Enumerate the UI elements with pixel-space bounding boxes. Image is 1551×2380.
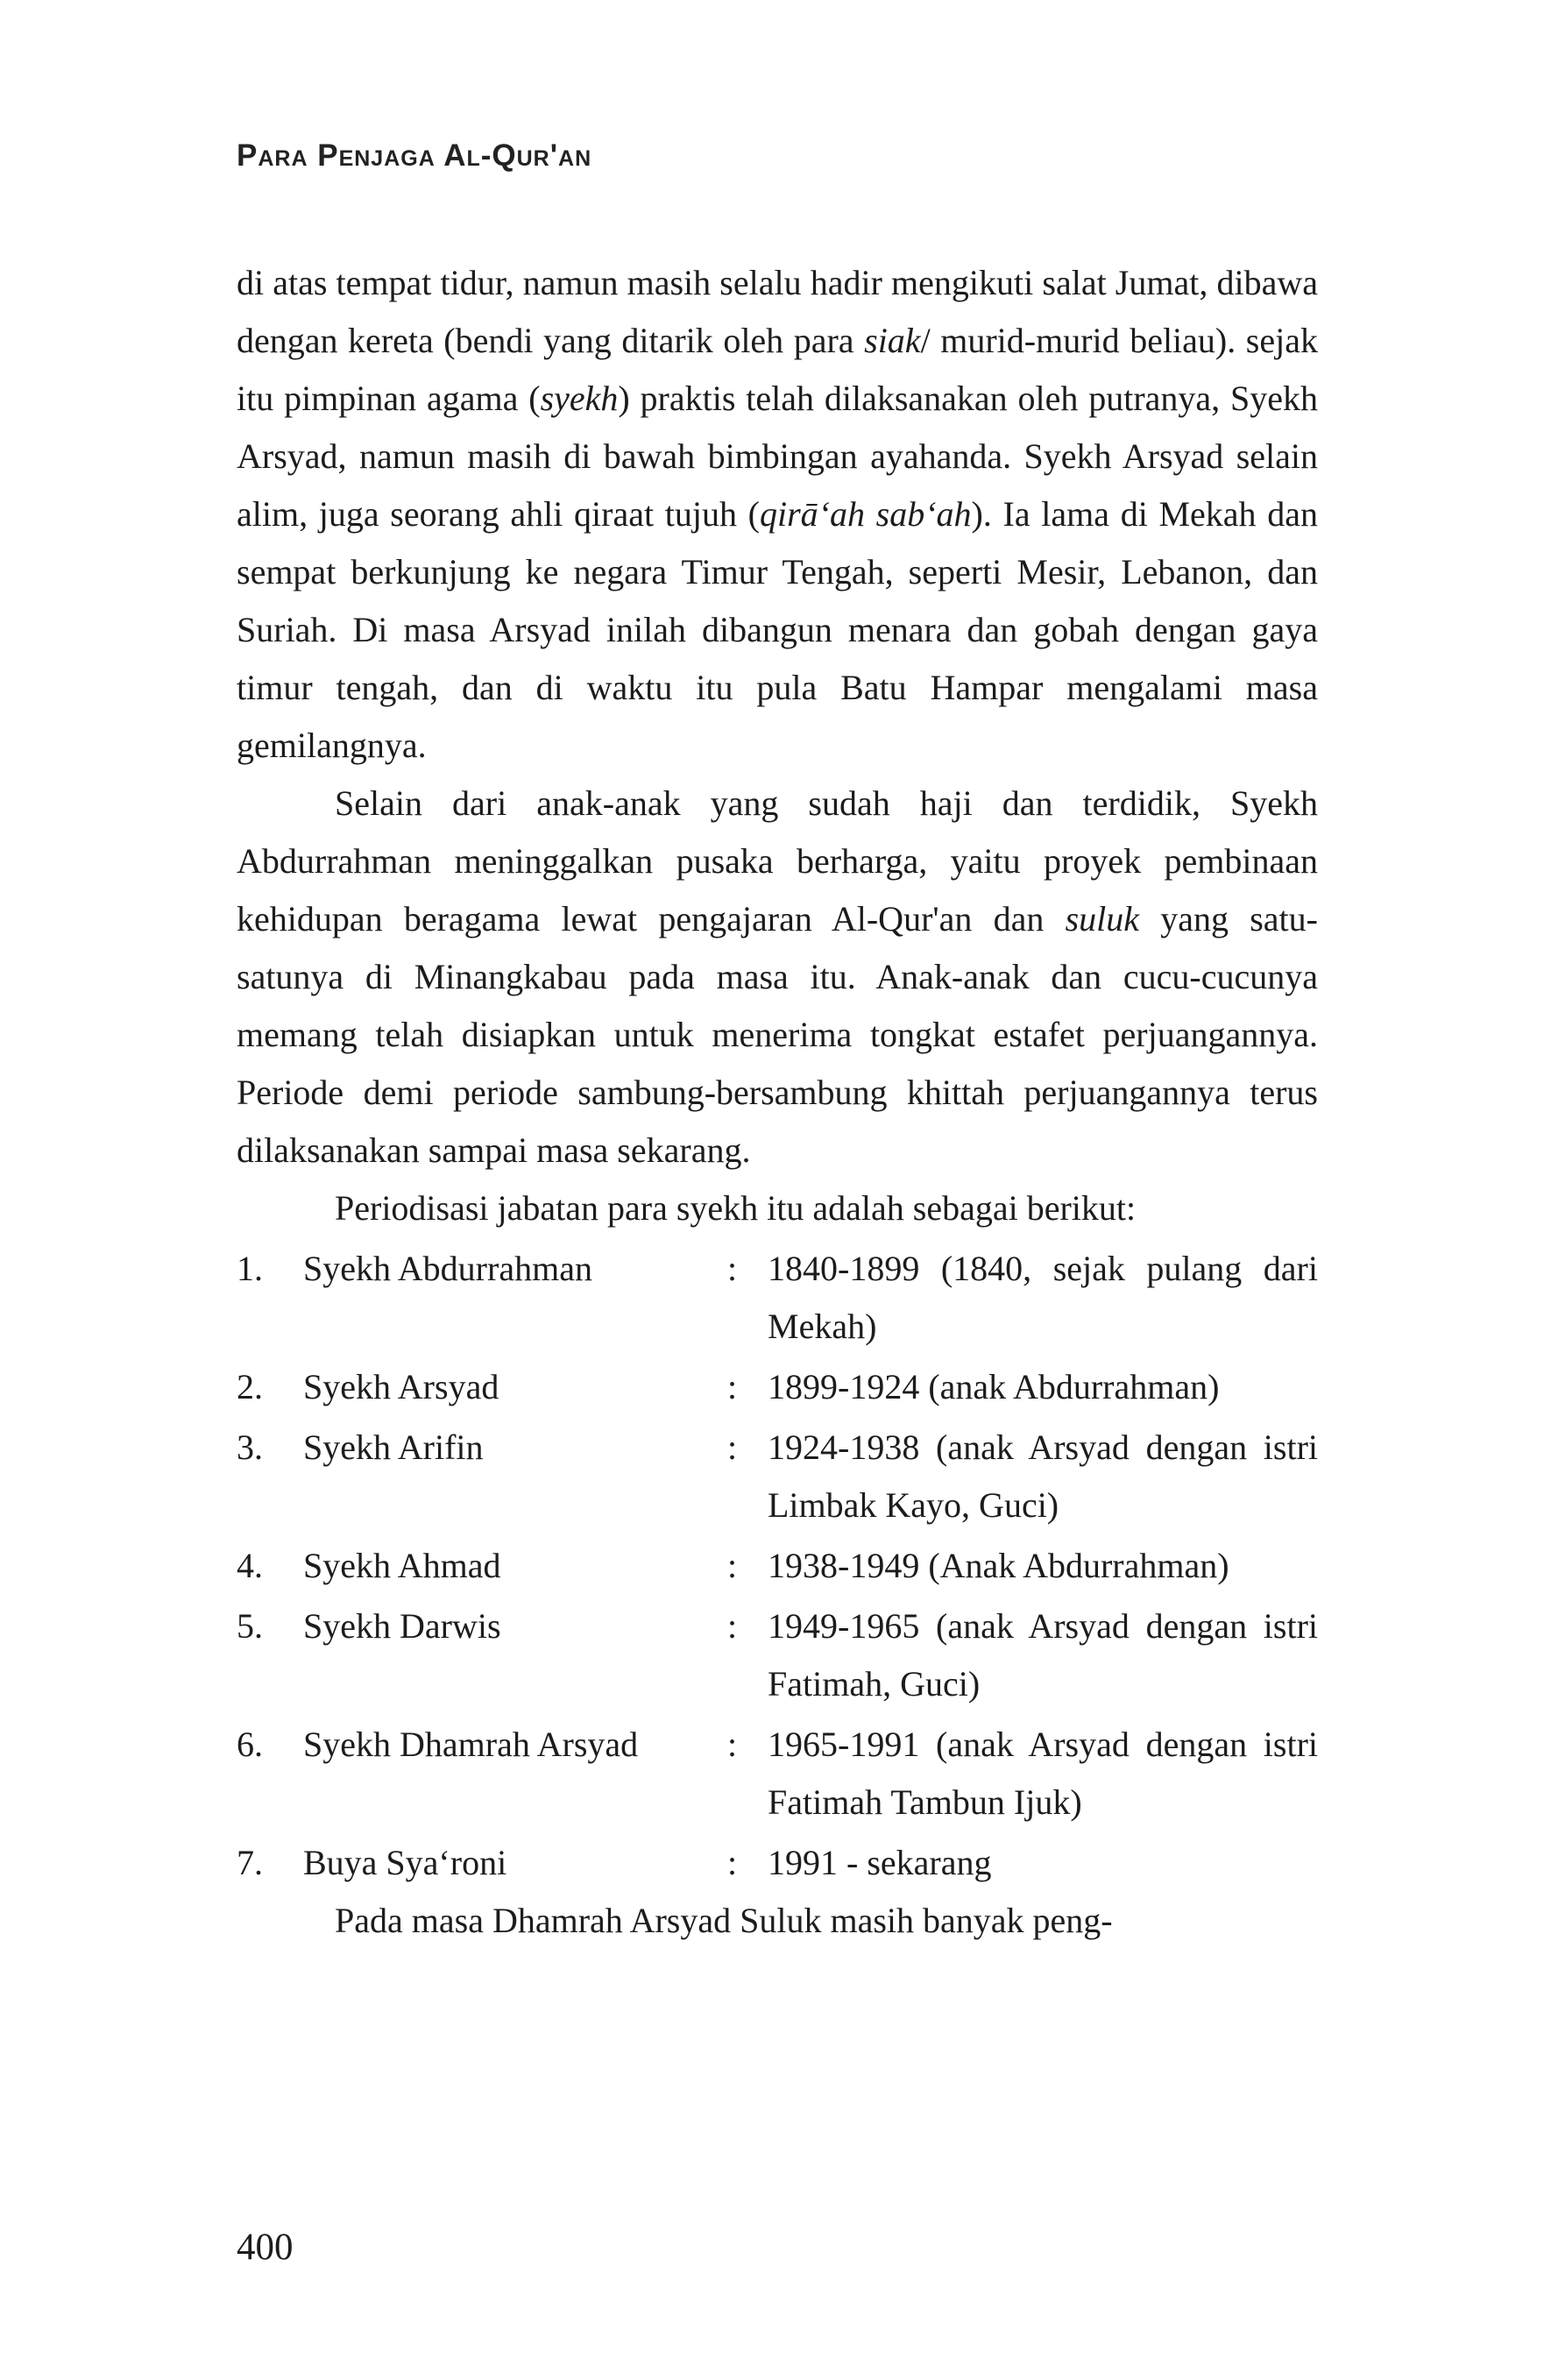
- period-description: 1965-1991 (anak Arsyad dengan istri Fatimah Tambun Ijuk): [768, 1725, 1318, 1822]
- paragraph-continuation: di atas tempat tidur, namun masih selalu hadir mengikuti salat Jumat, dibawa dengan kereta (bendi yang ditarik oleh para siak/ murid-murid beliau). sejak itu pimpinan agama (syekh) praktis telah dilaksanakan oleh putranya, Syekh Arsyad, namun masih di bawah bimbingan ayahanda. Syekh Arsyad selain alim, juga seorang ahli qiraat tujuh (qirā‘ah sab‘ah). Ia lama di Mekah dan sempat berkunjung ke negara Timur Tengah, seperti Mesir, Lebanon, dan Suriah. Di masa Arsyad inilah dibangun menara dan gobah dengan gaya timur tengah, dan di waktu itu pula Batu Hampar mengalami masa gemilangnya.: [237, 263, 1319, 765]
- period-list-item: [237, 1240, 1318, 1356]
- item-number: 3.: [237, 1427, 263, 1467]
- item-number: 6.: [237, 1725, 263, 1764]
- colon-separator: :: [727, 1249, 738, 1288]
- item-number: 7.: [237, 1843, 263, 1882]
- colon-separator: :: [727, 1725, 738, 1764]
- paragraph-list-intro: Periodisasi jabatan para syekh itu adalah sebagai berikut:: [335, 1188, 1137, 1228]
- colon-separator: :: [727, 1843, 738, 1882]
- item-number: 2.: [237, 1367, 263, 1406]
- syekh-name: Syekh Arsyad: [303, 1367, 499, 1406]
- item-number: 4.: [237, 1546, 263, 1585]
- colon-separator: :: [727, 1367, 738, 1406]
- running-header: Para Penjaga Al-Qur'an: [237, 138, 592, 173]
- syekh-name: Syekh Abdurrahman: [303, 1249, 592, 1288]
- period-description: 1899-1924 (anak Abdurrahman): [768, 1367, 1220, 1406]
- period-description: 1924-1938 (anak Arsyad dengan istri Limbak Kayo, Guci): [768, 1427, 1318, 1525]
- page-number: 400: [237, 2227, 294, 2268]
- page-body: [237, 254, 1318, 1950]
- colon-separator: :: [727, 1546, 738, 1585]
- syekh-name: Syekh Ahmad: [303, 1546, 501, 1585]
- period-list-item: [237, 1419, 1318, 1534]
- period-description: 1840-1899 (1840, sejak pulang dari Mekah): [768, 1249, 1318, 1346]
- period-description: 1991 - sekarang: [768, 1843, 992, 1882]
- syekh-name: Syekh Dhamrah Arsyad: [303, 1725, 639, 1764]
- period-list-item: [237, 1358, 1318, 1416]
- period-list-item: [237, 1597, 1318, 1713]
- paragraph-closing: Pada masa Dhamrah Arsyad Suluk masih banyak peng-: [335, 1901, 1113, 1940]
- period-list-item: [237, 1834, 1318, 1892]
- item-number: 1.: [237, 1249, 263, 1288]
- period-list-item: [237, 1537, 1318, 1595]
- colon-separator: :: [727, 1606, 738, 1646]
- period-list-item: [237, 1716, 1318, 1831]
- period-description: 1949-1965 (anak Arsyad dengan istri Fatimah, Guci): [768, 1606, 1318, 1704]
- period-list: [237, 1240, 1318, 1892]
- colon-separator: :: [727, 1427, 738, 1467]
- paragraph-legacy: Selain dari anak-anak yang sudah haji dan terdidik, Syekh Abdurrahman meninggalkan pusaka berharga, yaitu proyek pembinaan kehidupan beragama lewat pengajaran Al-Qur'an dan suluk yang satu-satunya di Minangkabau pada masa itu. Anak-anak dan cucu-cucunya memang telah disiapkan untuk menerima tongkat estafet perjuangannya. Periode demi periode sambung-bersambung khittah perjuangannya terus dilaksanakan sampai masa sekarang.: [237, 783, 1318, 1170]
- syekh-name: Syekh Arifin: [303, 1427, 484, 1467]
- syekh-name: Syekh Darwis: [303, 1606, 501, 1646]
- period-description: 1938-1949 (Anak Abdurrahman): [768, 1546, 1229, 1585]
- syekh-name: Buya Sya‘roni: [303, 1843, 507, 1882]
- item-number: 5.: [237, 1606, 263, 1646]
